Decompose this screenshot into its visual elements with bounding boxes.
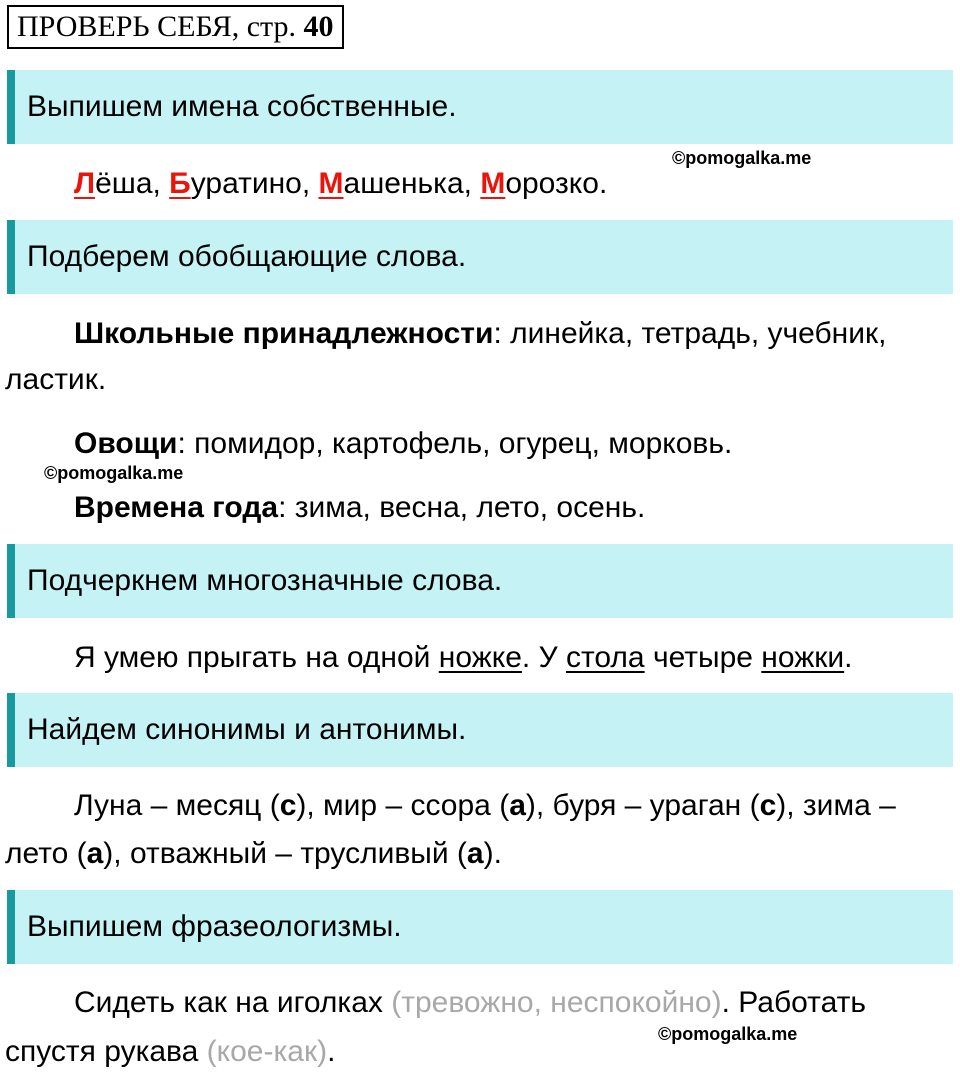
idiom-text: спустя рукава: [5, 1035, 207, 1068]
pairs-line-2: [5, 836, 502, 872]
pair-marker: а: [86, 837, 104, 870]
section-heading-synonyms-antonyms: [7, 693, 953, 767]
name-initial: Л: [74, 167, 96, 200]
idiom-meaning: (кое-как): [206, 1035, 328, 1068]
underlined-word: ножке: [438, 641, 522, 674]
pair-text: Луна – месяц (: [74, 789, 280, 822]
idioms-line-1: [74, 985, 866, 1021]
group-items: : линейка, тетрадь, учебник,: [493, 317, 887, 350]
pair-marker: с: [759, 789, 777, 822]
section-heading-generalizing-words: [7, 220, 953, 294]
heading-text: Подчеркнем многозначные слова.: [27, 564, 503, 597]
group-items: : помидор, картофель, огурец, морковь.: [177, 427, 733, 460]
name-initial: М: [480, 167, 506, 200]
sentence-text: четыре: [644, 641, 762, 674]
proper-names-line: [74, 166, 607, 202]
idiom-text: Сидеть как на иголках: [74, 986, 392, 1019]
group-school-supplies: [74, 316, 886, 352]
idiom-text: . Работать: [721, 986, 866, 1019]
separator: ,: [463, 167, 481, 200]
idioms-line-2: [5, 1034, 335, 1070]
name-initial: М: [318, 167, 344, 200]
page-title: [7, 5, 344, 49]
pair-text: ).: [483, 837, 502, 870]
sentence-text: Я умею прыгать на одной: [74, 641, 439, 674]
heading-text: Выпишем имена собственные.: [27, 90, 457, 123]
underlined-word: ножки: [761, 641, 845, 674]
pair-text: ), мир – ссора (: [296, 789, 510, 822]
polysemy-sentence: [74, 640, 853, 676]
section-heading-proper-names: [7, 70, 953, 144]
name-rest: ёша: [95, 167, 153, 200]
heading-text: Подберем обобщающие слова.: [27, 240, 467, 273]
idiom-text: .: [327, 1035, 336, 1068]
name-initial: Б: [169, 167, 191, 200]
separator: .: [598, 167, 608, 200]
pair-text: ), зима –: [776, 789, 896, 822]
group-seasons: [74, 490, 645, 526]
group-items: : зима, весна, лето, осень.: [278, 491, 646, 524]
separator: ,: [152, 167, 170, 200]
title-prefix: ПРОВЕРЬ СЕБЯ, стр.: [17, 10, 296, 43]
pairs-line-1: [74, 788, 896, 824]
pair-marker: а: [466, 837, 484, 870]
group-label: Времена года: [74, 491, 279, 524]
underlined-word: стола: [565, 641, 645, 674]
name-rest: уратино: [190, 167, 302, 200]
watermark: ©pomogalka.me: [672, 148, 812, 168]
pair-marker: с: [279, 789, 297, 822]
group-label: Школьные принадлежности: [74, 317, 494, 350]
pair-marker: а: [509, 789, 526, 822]
heading-text: Найдем синонимы и антонимы.: [27, 713, 467, 746]
name-rest: ашенька: [343, 167, 464, 200]
pair-text: ), буря – ураган (: [525, 789, 760, 822]
pair-text: лето (: [5, 837, 87, 870]
heading-text: Выпишем фразеологизмы.: [27, 910, 402, 943]
section-heading-idioms: [7, 890, 953, 964]
pair-text: ), отважный – трусливый (: [103, 837, 467, 870]
separator: ,: [301, 167, 319, 200]
watermark: ©pomogalka.me: [658, 1024, 798, 1044]
group-school-supplies-cont: [5, 362, 106, 398]
group-items: ластик.: [5, 363, 107, 396]
sentence-text: .: [844, 641, 853, 674]
section-heading-polysemous-words: [7, 544, 953, 618]
sentence-text: . У: [521, 641, 566, 674]
idiom-meaning: (тревожно, неспокойно): [391, 986, 722, 1019]
page-number: 40: [303, 10, 334, 43]
watermark: ©pomogalka.me: [44, 463, 184, 483]
group-label: Овощи: [74, 427, 178, 460]
group-vegetables: [74, 426, 732, 462]
name-rest: орозко: [505, 167, 599, 200]
